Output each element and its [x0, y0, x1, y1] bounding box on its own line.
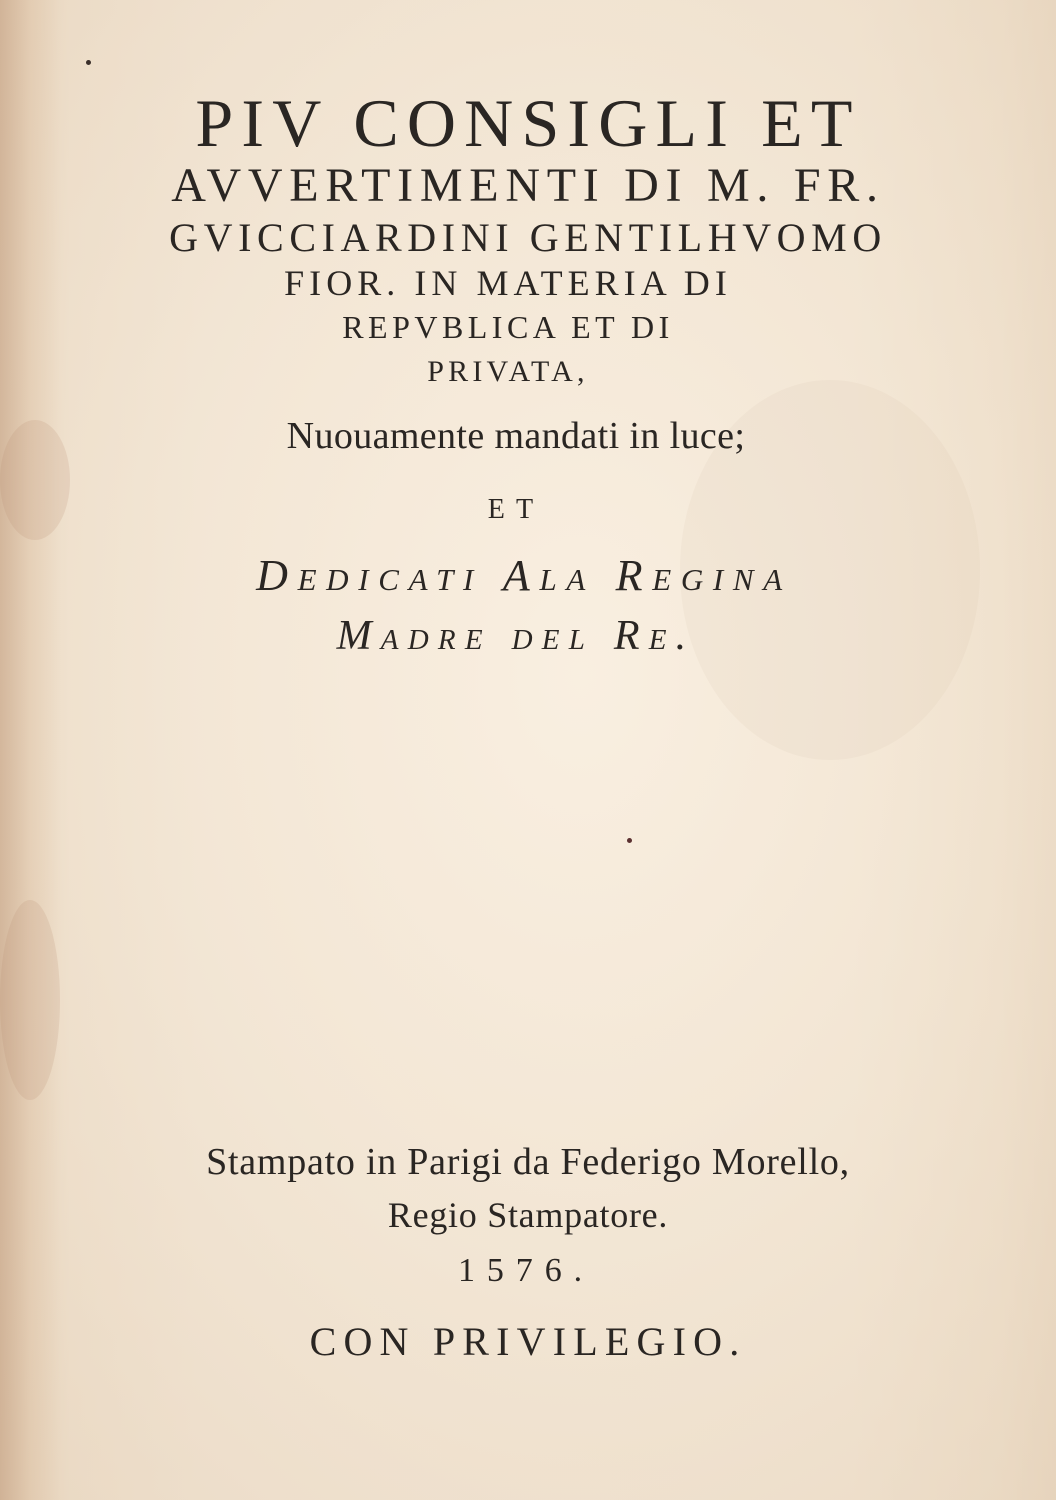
stain	[0, 900, 60, 1100]
title-line-3: GVICCIARDINI GENTILHVOMO	[169, 215, 887, 260]
title-line-2: AVVERTIMENTI DI M. FR.	[171, 159, 885, 212]
subtitle: Nuouamente mandati in luce;	[286, 415, 746, 457]
imprint-line-2: Regio Stampatore.	[387, 1195, 669, 1235]
ink-spot	[86, 60, 91, 65]
title-line-5: REPVBLICA ET DI	[342, 309, 674, 345]
imprint-line-1: Stampato in Parigi da Federigo Morello,	[206, 1141, 850, 1183]
title-line-4: FIOR. IN MATERIA DI	[284, 263, 732, 303]
dedication-line-1: Dedicati Ala Regina	[256, 551, 792, 600]
ink-spot	[627, 838, 632, 843]
conjunction: ET	[487, 494, 545, 525]
dedication-line-2: Madre del Re.	[336, 613, 696, 659]
privilege: CON PRIVILEGIO.	[309, 1319, 747, 1364]
publication-year: 1576.	[458, 1252, 594, 1289]
title-line-6: PRIVATA,	[427, 355, 589, 388]
title-line-1: PIV CONSIGLI ET	[195, 85, 861, 161]
